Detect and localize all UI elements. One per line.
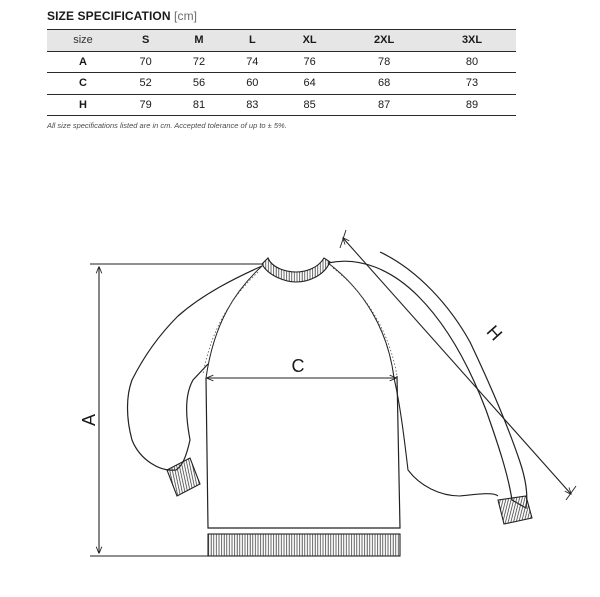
title-unit: [cm] bbox=[174, 9, 198, 23]
table-cell: 80 bbox=[428, 51, 516, 73]
row-label: C bbox=[47, 73, 119, 95]
right-sleeve-stitch bbox=[333, 268, 397, 376]
title-text: SIZE SPECIFICATION bbox=[47, 9, 171, 23]
table-cell: 83 bbox=[226, 94, 279, 116]
header-size: M bbox=[172, 30, 225, 52]
table-cell: 89 bbox=[428, 94, 516, 116]
header-size: S bbox=[119, 30, 172, 52]
table-cell: 68 bbox=[340, 73, 428, 95]
right-sleeve-outline bbox=[328, 252, 527, 508]
table-cell: 81 bbox=[172, 94, 225, 116]
label-h: H bbox=[482, 321, 507, 345]
header-size: XL bbox=[279, 30, 340, 52]
right-sleeve-seam bbox=[328, 263, 394, 378]
table-cell: 56 bbox=[172, 73, 225, 95]
table-cell: 78 bbox=[340, 51, 428, 73]
table-cell: 60 bbox=[226, 73, 279, 95]
row-label: H bbox=[47, 94, 119, 116]
left-cuff bbox=[167, 458, 200, 496]
left-sleeve-outline bbox=[128, 266, 263, 470]
measure-line-h-tick-top bbox=[340, 230, 346, 248]
table-cell: 64 bbox=[279, 73, 340, 95]
body-outline bbox=[206, 376, 400, 528]
header-size: L bbox=[226, 30, 279, 52]
table-cell: 87 bbox=[340, 94, 428, 116]
tolerance-note: All size specifications listed are in cm. Accepted tolerance of up to ± 5%. bbox=[47, 121, 287, 130]
label-c: C bbox=[291, 356, 305, 376]
right-cuff bbox=[498, 496, 532, 524]
table-cell: 76 bbox=[279, 51, 340, 73]
header-size: 2XL bbox=[340, 30, 428, 52]
measure-line-h-tick-bottom bbox=[566, 486, 576, 500]
table-cell: 74 bbox=[226, 51, 279, 73]
header-size-label: size bbox=[47, 30, 119, 52]
left-sleeve-seam bbox=[206, 266, 262, 378]
header-size: 3XL bbox=[428, 30, 516, 52]
right-sleeve-inner bbox=[394, 378, 498, 496]
table-cell: 52 bbox=[119, 73, 172, 95]
table-cell: 70 bbox=[119, 51, 172, 73]
table-cell: 85 bbox=[279, 94, 340, 116]
table-cell: 79 bbox=[119, 94, 172, 116]
label-a: A bbox=[79, 413, 99, 427]
waistband bbox=[208, 534, 400, 556]
measure-line-h bbox=[343, 238, 571, 494]
table-cell: 72 bbox=[172, 51, 225, 73]
collar bbox=[262, 258, 330, 282]
left-sleeve-stitch bbox=[203, 272, 258, 374]
row-label: A bbox=[47, 51, 119, 73]
table-cell: 73 bbox=[428, 73, 516, 95]
